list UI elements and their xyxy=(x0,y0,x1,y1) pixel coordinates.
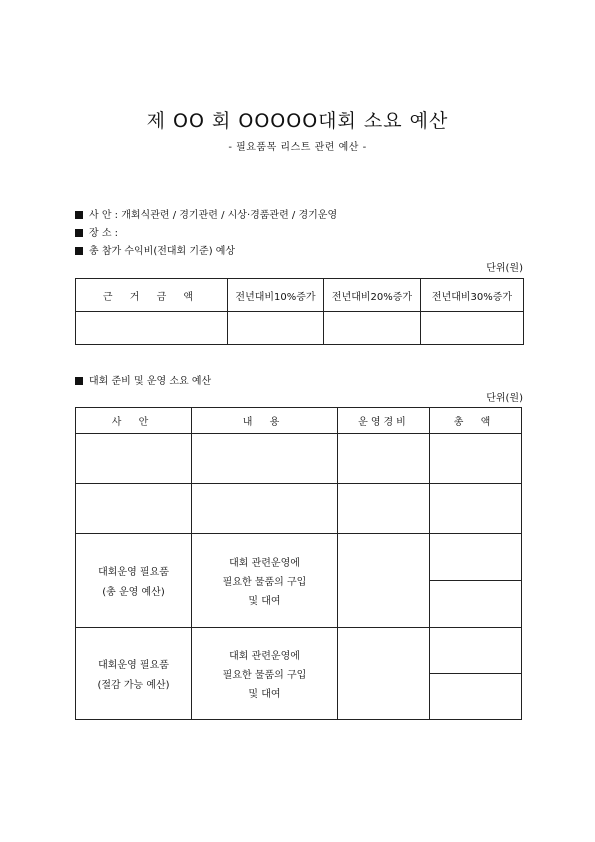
header-operating-cost: 운영경비 xyxy=(338,408,430,434)
cell-operating-cost[interactable] xyxy=(338,534,430,628)
header-subject: 사 안 xyxy=(76,408,192,434)
cell-subject-savable-budget xyxy=(76,628,192,720)
header-total: 총 액 xyxy=(430,408,522,434)
cell-content-total-budget xyxy=(192,534,338,628)
bullet-square-icon xyxy=(75,377,83,385)
header-increase-20: 전년대비20%증가 xyxy=(324,279,421,312)
cell-total[interactable] xyxy=(430,628,522,674)
table-row xyxy=(76,534,522,581)
info-line-revenue xyxy=(75,242,235,257)
cell-content[interactable] xyxy=(192,484,338,534)
cell-operating-cost[interactable] xyxy=(338,484,430,534)
cell-increase-20[interactable] xyxy=(324,312,421,345)
budget-table xyxy=(75,407,522,720)
cell-total[interactable] xyxy=(430,581,522,628)
cell-content[interactable] xyxy=(192,434,338,484)
cell-increase-10[interactable] xyxy=(228,312,324,345)
bullet-square-icon xyxy=(75,229,83,237)
unit-label-2: 단위(원) xyxy=(486,393,523,404)
bullet-square-icon xyxy=(75,247,83,255)
cell-total[interactable] xyxy=(430,674,522,720)
cell-content-savable-budget xyxy=(192,628,338,720)
table-row xyxy=(76,484,522,534)
revenue-table-row xyxy=(76,312,524,345)
header-content: 내 용 xyxy=(192,408,338,434)
info-line-location xyxy=(75,224,118,239)
info-line-subject xyxy=(75,206,337,221)
content-line: 대회 관련운영에 xyxy=(229,558,300,569)
cell-subject-total-budget xyxy=(76,534,192,628)
subject-label-line: 대회운영 필요품 xyxy=(98,660,169,671)
info-subject-text: 사 안 : 개회식관련 / 경기관련 / 시상·경품관련 / 경기운영 xyxy=(89,210,338,221)
revenue-table xyxy=(75,278,524,345)
cell-total[interactable] xyxy=(430,534,522,581)
content-line: 및 대여 xyxy=(248,689,281,700)
cell-subject[interactable] xyxy=(76,434,192,484)
subject-label-line: (총 운영 예산) xyxy=(102,587,165,598)
subject-label-line: 대회운영 필요품 xyxy=(98,567,169,578)
cell-total[interactable] xyxy=(430,484,522,534)
document-subtitle: - 필요품목 리스트 관련 예산 - xyxy=(228,142,367,153)
table-row xyxy=(76,434,522,484)
info-location-text: 장 소 : xyxy=(89,228,119,239)
cell-operating-cost[interactable] xyxy=(338,628,430,720)
budget-table-header-row xyxy=(76,408,522,434)
cell-increase-30[interactable] xyxy=(421,312,524,345)
section-budget-heading xyxy=(75,372,211,387)
content-line: 대회 관련운영에 xyxy=(229,651,300,662)
cell-operating-cost[interactable] xyxy=(338,434,430,484)
revenue-table-header-row xyxy=(76,279,524,312)
document-title: 제 OO 회 OOOOO대회 소요 예산 xyxy=(146,110,449,132)
header-base-amount: 근 거 금 액 xyxy=(76,279,228,312)
cell-base-amount[interactable] xyxy=(76,312,228,345)
cell-subject[interactable] xyxy=(76,484,192,534)
content-line: 및 대여 xyxy=(248,596,281,607)
unit-label-1: 단위(원) xyxy=(486,263,523,274)
header-increase-30: 전년대비30%증가 xyxy=(421,279,524,312)
section-budget-text: 대회 준비 및 운영 소요 예산 xyxy=(89,376,212,387)
content-line: 필요한 물품의 구입 xyxy=(222,670,307,681)
subject-label-line: (절감 가능 예산) xyxy=(97,680,170,691)
info-revenue-text: 총 참가 수익비(전대회 기준) 예상 xyxy=(89,246,236,257)
cell-total[interactable] xyxy=(430,434,522,484)
header-increase-10: 전년대비10%증가 xyxy=(228,279,324,312)
table-row xyxy=(76,628,522,674)
bullet-square-icon xyxy=(75,211,83,219)
content-line: 필요한 물품의 구입 xyxy=(222,577,307,588)
